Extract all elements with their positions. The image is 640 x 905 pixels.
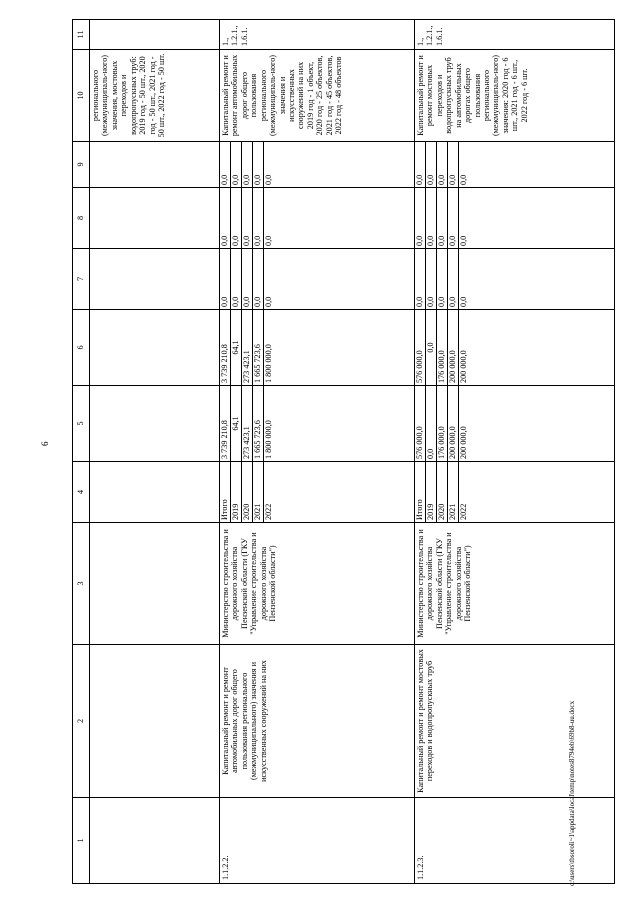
program-table-rotated bbox=[72, 20, 620, 884]
year-cell: 2019 bbox=[231, 462, 242, 522]
value-cell: 0,0 bbox=[264, 296, 273, 307]
value-cell: 0,0 bbox=[415, 142, 426, 187]
other-sources-values bbox=[220, 142, 274, 187]
total-values bbox=[415, 386, 469, 461]
total-values bbox=[220, 386, 274, 461]
years-list bbox=[220, 462, 274, 522]
measure-name: Капитальный ремонт и ремонт мостовых переходов и водопропускных труб bbox=[415, 645, 615, 798]
value-cell: 576 000,0 bbox=[415, 310, 426, 385]
value-cell: 3 739 210,8 bbox=[220, 386, 231, 461]
link-cell: 1., 1.2.1., 1.6.1. bbox=[220, 20, 415, 50]
value-cell: 273 423,1 bbox=[242, 310, 253, 385]
value-cell: 0,0 bbox=[415, 188, 426, 248]
value-cell: 200 000,0 bbox=[459, 350, 468, 383]
value-cell: 0,0 bbox=[448, 188, 459, 248]
regional-budget-values bbox=[220, 310, 274, 385]
table-row bbox=[220, 20, 415, 884]
value-cell: 0,0 bbox=[242, 249, 253, 309]
year-cell: 2021 bbox=[253, 462, 264, 522]
value-cell: 0,0 bbox=[448, 142, 459, 187]
value-cell: 0,0 bbox=[426, 188, 437, 248]
header-cell: 5 bbox=[73, 386, 90, 462]
year-cell: 2019 bbox=[426, 462, 437, 522]
executor: Министерство строительства и дорожного хозяйства Пензенской области (ГКУ "Управление строительства и дорожного хозяйства Пензенской области") bbox=[220, 523, 415, 645]
value-cell: 0,0 bbox=[220, 142, 231, 187]
value-cell: 0,0 bbox=[242, 142, 253, 187]
value-cell: 0,0 bbox=[264, 174, 273, 185]
year-cell: 2022 bbox=[264, 503, 273, 520]
measure-name: Капитальный ремонт и ремонт автомобильных дорог общего пользования регионального (межмуниципального) значения и искусственных сооружений на них bbox=[220, 645, 415, 798]
value-cell: 0,0 bbox=[459, 296, 468, 307]
value-cell: 176 000,0 bbox=[437, 310, 448, 385]
value-cell: 0,0 bbox=[459, 235, 468, 246]
value-cell: 0,0 bbox=[415, 249, 426, 309]
value-cell: 1 665 723,6 bbox=[253, 310, 264, 385]
value-cell: 0,0 bbox=[253, 249, 264, 309]
value-cell: 64,1 bbox=[231, 310, 242, 385]
value-cell: 64,1 bbox=[231, 386, 242, 461]
indicator-cell: регионального (межмуниципаль-ного) значения, мостовых переходов и водопропускных труб: 2019 год - 50 шт., 2020 год - 50 шт., 2021 год - 50 шт., 2022 год - 50 шт. bbox=[90, 50, 220, 142]
indicator-cell: Капитальный ремонт и ремонт автомобильных дорог общего пользования регионального (межмуниципаль-ного) значения и искусственных сооружений на них 2019 год - 1 объект, 2020 год - 25 объектов, 2021 год - 45 объектов, 2022 год - 48 объектов bbox=[220, 50, 415, 142]
value-cell: 0,0 bbox=[437, 249, 448, 309]
value-cell: 1 665 723,6 bbox=[253, 386, 264, 461]
footer-file-path: c:\users\tbsoroli~1\appdata\local\temp\notes8794eb\69b8-uu.docx bbox=[568, 700, 576, 886]
page-number: 6 bbox=[40, 441, 50, 446]
link-cell: 1., 1.2.1., 1.6.1. bbox=[415, 20, 615, 50]
header-row bbox=[73, 20, 90, 884]
other-sources-values bbox=[415, 142, 469, 187]
local-budget-values bbox=[415, 188, 469, 248]
value-cell: 0,0 bbox=[242, 188, 253, 248]
header-cell: 2 bbox=[73, 645, 90, 798]
local-budget-values bbox=[220, 188, 274, 248]
header-cell: 8 bbox=[73, 188, 90, 249]
value-cell: 200 000,0 bbox=[459, 426, 468, 459]
header-cell: 10 bbox=[73, 50, 90, 142]
year-cell: 2020 bbox=[437, 462, 448, 522]
row-number: 1.1.2.3. bbox=[415, 798, 615, 884]
value-cell: 0,0 bbox=[437, 188, 448, 248]
header-cell: 6 bbox=[73, 310, 90, 386]
table-row-continued bbox=[90, 20, 220, 884]
value-cell: 0,0 bbox=[253, 142, 264, 187]
header-cell: 7 bbox=[73, 249, 90, 310]
value-cell: 0,0 bbox=[426, 249, 437, 309]
value-cell: 176 000,0 bbox=[437, 386, 448, 461]
value-cell: 576 000,0 bbox=[415, 386, 426, 461]
header-cell: 1 bbox=[73, 798, 90, 884]
value-cell: 0,0 bbox=[231, 249, 242, 309]
value-cell: 0,0 bbox=[253, 188, 264, 248]
year-cell: Итого bbox=[415, 462, 426, 522]
value-cell: 3 739 210,8 bbox=[220, 310, 231, 385]
value-cell: 0,0 bbox=[264, 235, 273, 246]
value-cell: 0,0 bbox=[426, 310, 437, 385]
table-row bbox=[415, 20, 615, 884]
regional-budget-values bbox=[415, 310, 469, 385]
value-cell: 1 800 000,0 bbox=[264, 420, 273, 459]
value-cell: 0,0 bbox=[437, 142, 448, 187]
federal-budget-values bbox=[415, 249, 469, 309]
header-cell: 4 bbox=[73, 462, 90, 523]
year-cell: 2020 bbox=[242, 462, 253, 522]
value-cell: 0,0 bbox=[459, 174, 468, 185]
value-cell: 0,0 bbox=[220, 249, 231, 309]
value-cell: 0,0 bbox=[426, 386, 437, 461]
value-cell: 0,0 bbox=[448, 249, 459, 309]
header-cell: 3 bbox=[73, 523, 90, 645]
year-cell: Итого bbox=[220, 462, 231, 522]
value-cell: 1 800 000,0 bbox=[264, 344, 273, 383]
executor: Министерство строительства и дорожного хозяйства Пензенской области (ГКУ "Управление строительства и дорожного хозяйства Пензенской области") bbox=[415, 523, 615, 645]
indicator-cell: Капитальный ремонт и ремонт мостовых переходов и водопропускных труб на автомобильных дорогах общего пользования регионального (межмуниципаль-ного) значения: 2020 год - 6 шт., 2021 год - 6 шт., 2022 год - 6 шт. bbox=[415, 50, 615, 142]
row-number: 1.1.2.2. bbox=[220, 798, 415, 884]
program-table bbox=[72, 19, 615, 884]
value-cell: 273 423,1 bbox=[242, 386, 253, 461]
value-cell: 0,0 bbox=[231, 142, 242, 187]
header-cell: 9 bbox=[73, 142, 90, 188]
year-cell: 2022 bbox=[459, 503, 468, 520]
value-cell: 200 000,0 bbox=[448, 386, 459, 461]
header-cell: 11 bbox=[73, 20, 90, 50]
federal-budget-values bbox=[220, 249, 274, 309]
value-cell: 0,0 bbox=[220, 188, 231, 248]
value-cell: 0,0 bbox=[426, 142, 437, 187]
year-cell: 2021 bbox=[448, 462, 459, 522]
value-cell: 200 000,0 bbox=[448, 310, 459, 385]
value-cell: 0,0 bbox=[231, 188, 242, 248]
years-list bbox=[415, 462, 469, 522]
